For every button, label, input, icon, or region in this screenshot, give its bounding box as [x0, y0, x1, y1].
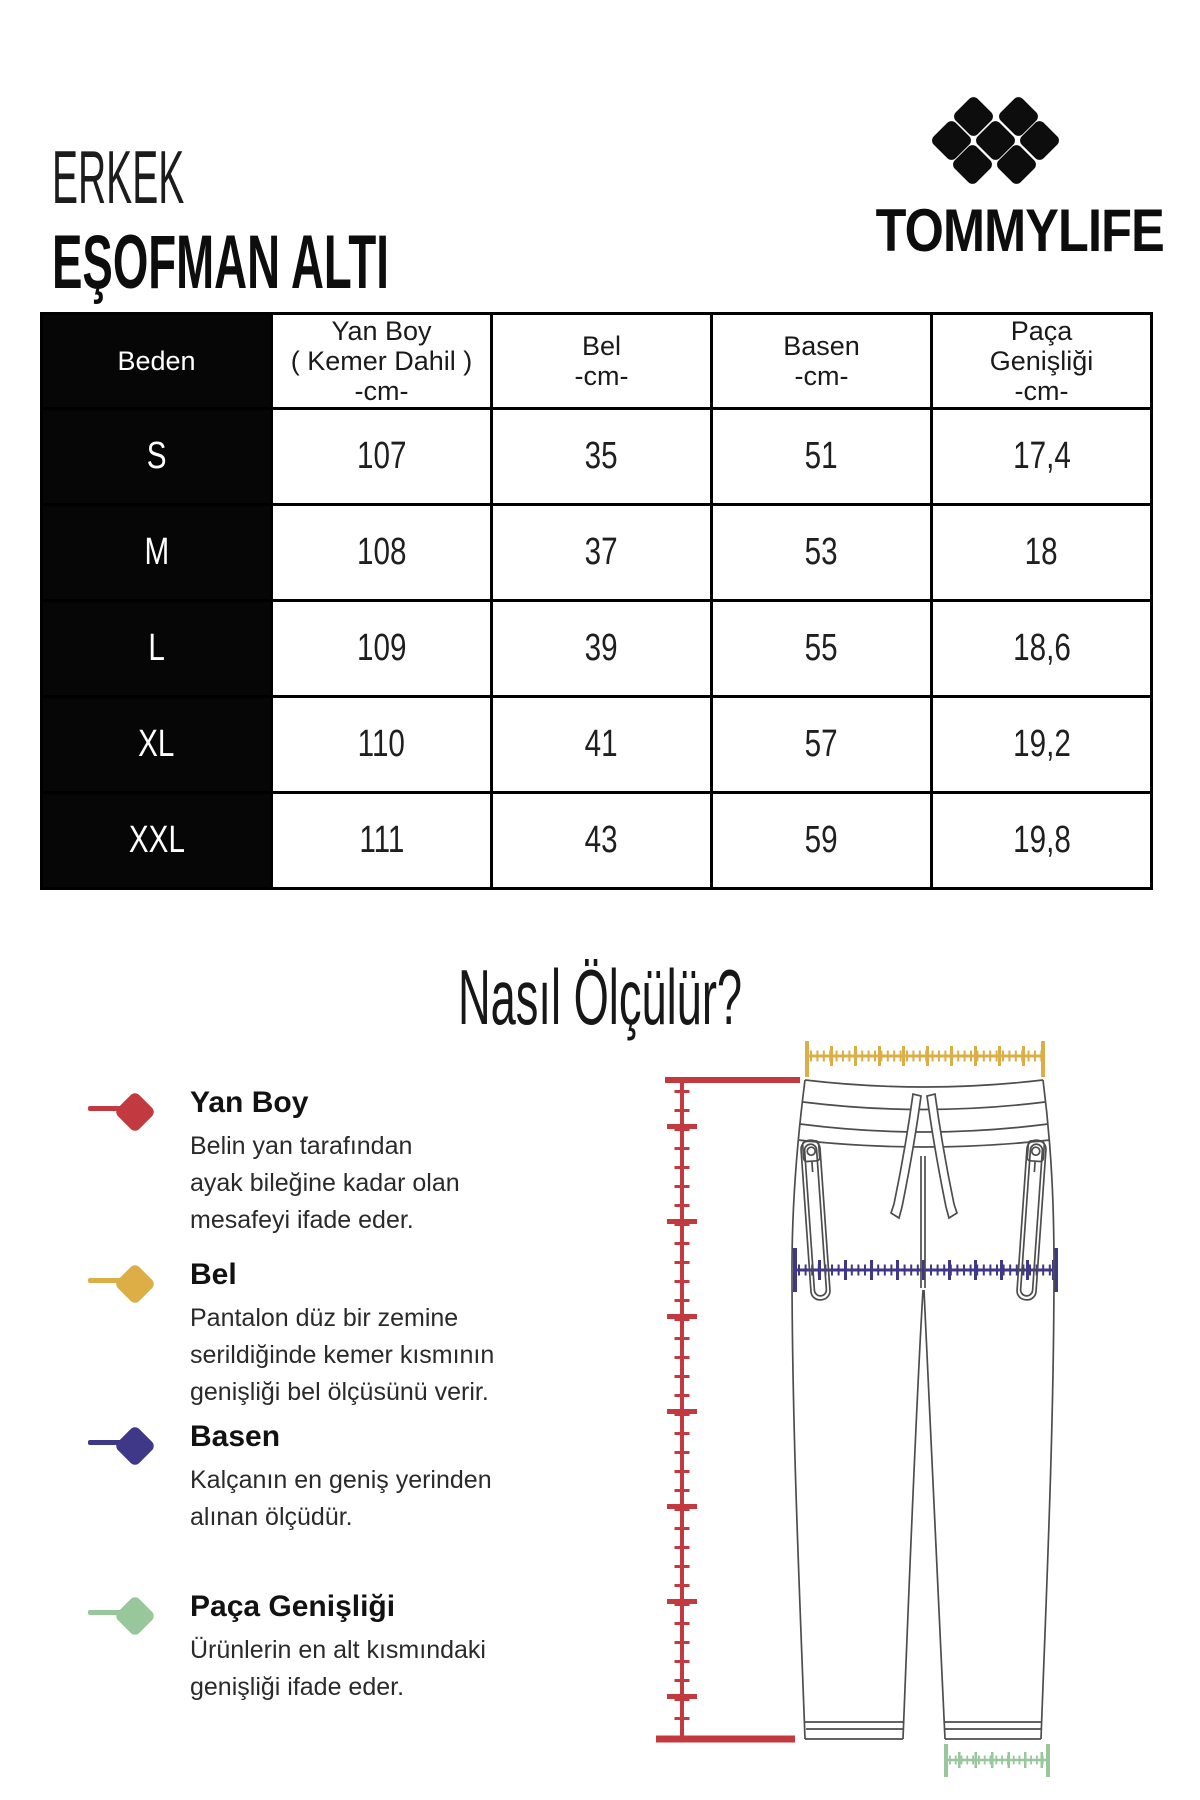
legend-item-yan-boy: [86, 1086, 516, 1239]
size-table-header-row: [42, 314, 1152, 409]
legend-title: Bel: [190, 1258, 237, 1291]
cell-value: 17,4: [1012, 435, 1071, 477]
paca-ruler: [946, 1744, 1048, 1777]
col-header-line: -cm-: [1014, 376, 1069, 406]
brand-name: TOMMYLIFE: [875, 197, 1164, 264]
cell-value: 110: [357, 723, 406, 765]
col-header-line: -cm-: [574, 361, 629, 391]
cell-value: 41: [585, 723, 618, 765]
legend-line: genişliği ifade eder.: [190, 1673, 405, 1701]
table-row: [42, 601, 1152, 697]
cell-value: 107: [356, 435, 407, 477]
legend-item-bel: [86, 1258, 516, 1411]
bel-ruler: [807, 1041, 1043, 1077]
legend-line: mesafeyi ifade eder.: [190, 1206, 414, 1234]
yan-boy-ruler: [656, 1080, 800, 1739]
gold-diamond-icon: [114, 1263, 156, 1305]
col-header-yan-boy: [272, 314, 492, 409]
col-header-line: ( Kemer Dahil ): [290, 346, 473, 376]
cell-value: 108: [356, 531, 407, 573]
red-diamond-icon: [114, 1091, 156, 1133]
zip-pocket-right: [1016, 1140, 1046, 1301]
cell-value: 43: [585, 819, 618, 861]
cell-value: 109: [356, 627, 407, 669]
category-label: ERKEK: [52, 135, 185, 219]
table-row: [42, 505, 1152, 601]
legend-line: Kalçanın en geniş yerinden: [190, 1466, 492, 1494]
table-row: [42, 793, 1152, 889]
col-header-line: Yan Boy: [331, 316, 432, 346]
legend-line: serildiğinde kemer kısmının: [190, 1341, 495, 1369]
col-header-paca-genisligi: [932, 314, 1152, 409]
cell-value: 19,8: [1012, 819, 1071, 861]
cell-value: 53: [805, 531, 838, 573]
col-header-line: Basen: [783, 331, 860, 361]
pants-illustration: [560, 1020, 1200, 1800]
legend-line: genişliği bel ölçüsünü verir.: [190, 1378, 489, 1406]
green-diamond-icon: [114, 1595, 156, 1637]
cell-value: 39: [585, 627, 618, 669]
product-title-block: [52, 135, 614, 305]
legend-line: Pantalon düz bir zemine: [190, 1304, 459, 1332]
table-row: [42, 409, 1152, 505]
legend-line: Ürünlerin en alt kısmındaki: [190, 1636, 486, 1664]
legend-title: Paça Genişliği: [190, 1590, 396, 1623]
legend-line: Belin yan tarafından: [190, 1132, 413, 1160]
cell-value: 19,2: [1012, 723, 1071, 765]
drawstring-right: [927, 1094, 957, 1218]
product-label: EŞOFMAN ALTI: [52, 220, 389, 305]
zip-pocket-left: [800, 1140, 830, 1301]
legend-title: Yan Boy: [190, 1086, 309, 1119]
cell-value: 51: [805, 435, 838, 477]
col-header-line: Paça: [1010, 316, 1073, 346]
table-row: [42, 697, 1152, 793]
cell-value: 55: [805, 627, 838, 669]
size-label: S: [146, 435, 167, 477]
legend-item-basen: [86, 1420, 516, 1536]
legend-line: alınan ölçüdür.: [190, 1503, 353, 1531]
cell-value: 37: [585, 531, 618, 573]
col-header-line: -cm-: [354, 376, 409, 406]
how-to-measure-title: Nasıl Ölçülür?: [457, 953, 743, 1041]
cell-value: 57: [805, 723, 838, 765]
col-header-line: Bel: [581, 331, 622, 361]
col-header-line: Genişliği: [989, 346, 1094, 376]
col-header-bel: [492, 314, 712, 409]
cell-value: 18: [1025, 531, 1058, 573]
legend-title: Basen: [190, 1420, 281, 1453]
cell-value: 35: [585, 435, 618, 477]
navy-diamond-icon: [114, 1425, 156, 1467]
legend-item-paca-genisligi: [86, 1590, 516, 1706]
drawstring-left: [891, 1094, 921, 1218]
size-label: XXL: [128, 819, 185, 861]
col-header-line: -cm-: [794, 361, 849, 391]
size-label: XL: [138, 723, 175, 765]
size-label: M: [144, 531, 169, 573]
cell-value: 111: [358, 819, 405, 861]
size-table-corner: Beden: [42, 314, 272, 409]
size-table: [40, 312, 1153, 890]
legend-line: ayak bileğine kadar olan: [190, 1169, 460, 1197]
sweatpants-drawing: [792, 1080, 1054, 1739]
brand-logo: [850, 88, 1170, 264]
cell-value: 18,6: [1012, 627, 1071, 669]
col-header-basen: [712, 314, 932, 409]
cell-value: 59: [805, 819, 838, 861]
size-label: L: [148, 627, 165, 669]
